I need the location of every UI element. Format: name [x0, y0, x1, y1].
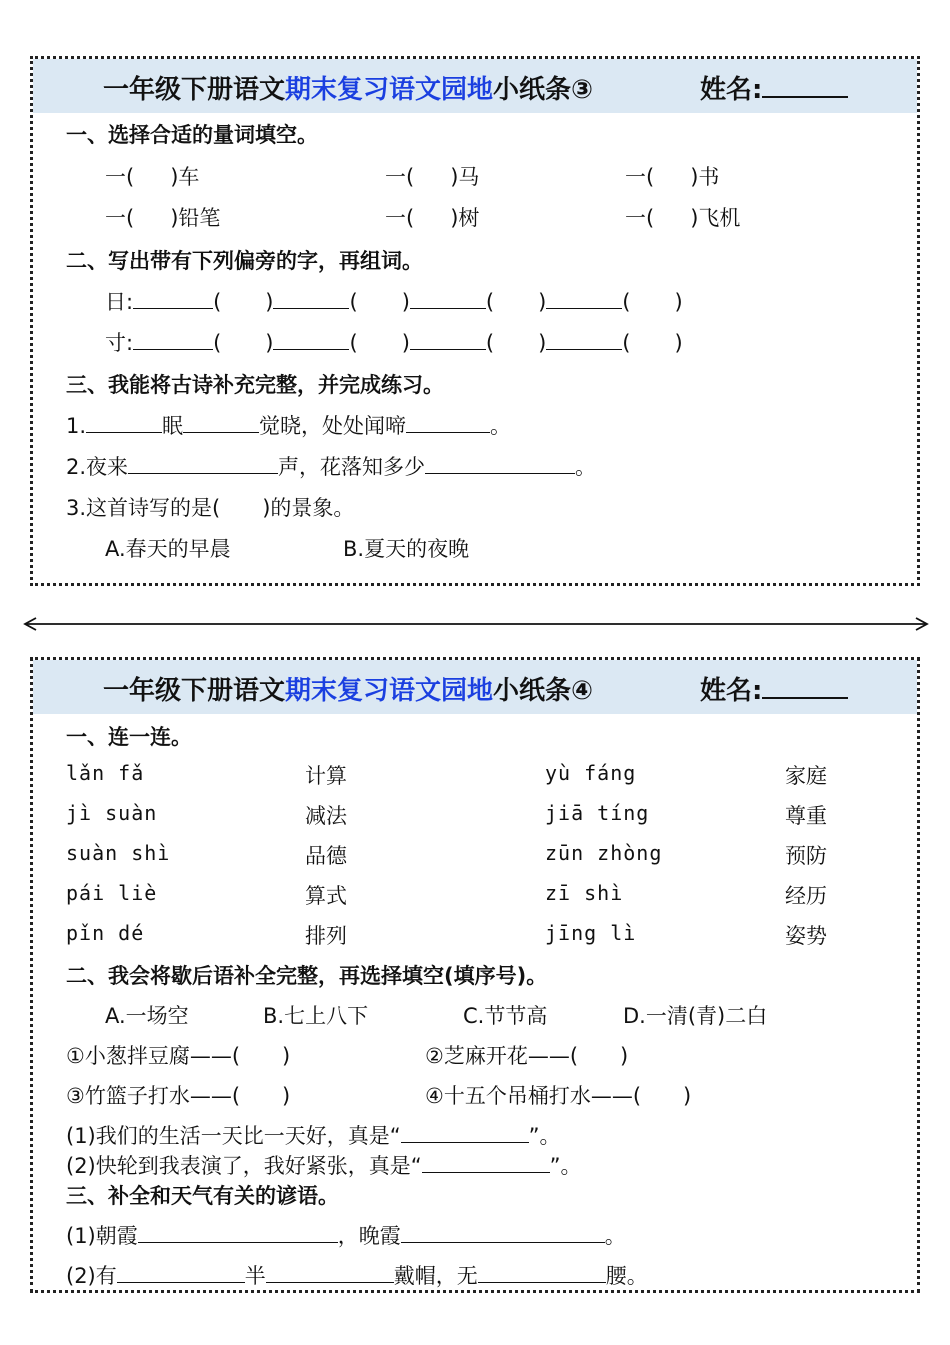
pinyin-left[interactable]: jì suàn — [66, 801, 158, 825]
measure-word-item[interactable]: 一( )车 — [105, 165, 200, 189]
section-heading: 三、我能将古诗补充完整，并完成练习。 — [66, 373, 444, 397]
worksheet-card-3 — [30, 56, 920, 586]
name-blank[interactable] — [762, 96, 848, 98]
word-right[interactable]: 尊重 — [785, 804, 827, 828]
pinyin-left[interactable]: suàn shì — [66, 841, 171, 865]
measure-word-item[interactable]: 一( )飞机 — [625, 206, 741, 230]
weather-saying-2[interactable]: (2)有 半 戴帽，无 腰。 — [66, 1260, 648, 1290]
proverb-option-a: A.一场空 — [105, 1004, 189, 1028]
proverb-question[interactable]: ②芝麻开花——( ) — [425, 1044, 629, 1068]
pinyin-right[interactable]: jīng lì — [545, 921, 637, 945]
option-a[interactable]: A.春天的早晨 — [105, 537, 231, 561]
section-heading: 二、写出带有下列偏旁的字，再组词。 — [66, 249, 423, 273]
measure-word-item[interactable]: 一( )树 — [385, 206, 480, 230]
word-left[interactable]: 品德 — [305, 844, 347, 868]
section-heading: 三、补全和天气有关的谚语。 — [66, 1184, 339, 1208]
proverb-question[interactable]: ④十五个吊桶打水——( ) — [425, 1084, 692, 1108]
section-heading: 一、选择合适的量词填空。 — [66, 123, 318, 147]
pinyin-left[interactable]: pái liè — [66, 881, 158, 905]
pinyin-left[interactable]: pǐn dé — [66, 921, 145, 945]
proverb-option-c: C.节节高 — [463, 1004, 548, 1028]
word-left[interactable]: 计算 — [305, 764, 347, 788]
pinyin-right[interactable]: zī shì — [545, 881, 624, 905]
cut-line-arrow — [22, 614, 932, 634]
radical-row-cun[interactable]: 寸: ( ) ( ) ( ) ( ) — [105, 327, 683, 357]
word-left[interactable]: 算式 — [305, 884, 347, 908]
card-title: 一年级下册语文期末复习语文园地小纸条③ — [103, 75, 594, 105]
poem-line-1[interactable]: 1. 眠 觉晓，处处闻啼 。 — [66, 410, 511, 440]
word-right[interactable]: 姿势 — [785, 924, 827, 948]
pinyin-right[interactable]: jiā tíng — [545, 801, 650, 825]
pinyin-left[interactable]: lǎn fǎ — [66, 761, 145, 785]
proverb-question[interactable]: ③竹篮子打水——( ) — [66, 1084, 291, 1108]
name-field[interactable]: 姓名: — [700, 69, 848, 106]
card-header — [33, 660, 917, 714]
card-header — [33, 59, 917, 113]
radical-row-ri[interactable]: 日: ( ) ( ) ( ) ( ) — [105, 286, 683, 316]
word-left[interactable]: 排列 — [305, 924, 347, 948]
proverb-question[interactable]: ①小葱拌豆腐——( ) — [66, 1044, 291, 1068]
measure-word-item[interactable]: 一( )书 — [625, 165, 720, 189]
word-right[interactable]: 预防 — [785, 844, 827, 868]
weather-saying-1[interactable]: (1)朝霞 ，晚霞 。 — [66, 1220, 626, 1250]
pinyin-right[interactable]: yù fáng — [545, 761, 637, 785]
proverb-option-b: B.七上八下 — [263, 1004, 369, 1028]
word-left[interactable]: 减法 — [305, 804, 347, 828]
section-heading: 一、连一连。 — [66, 725, 192, 749]
worksheet-card-4 — [30, 657, 920, 1293]
poem-question[interactable]: 3.这首诗写的是( )的景象。 — [66, 496, 355, 520]
proverb-option-d: D.一清(青)二白 — [623, 1004, 768, 1028]
name-blank[interactable] — [762, 697, 848, 699]
word-right[interactable]: 经历 — [785, 884, 827, 908]
option-b[interactable]: B.夏天的夜晚 — [343, 537, 470, 561]
proverb-fill-1[interactable]: (1)我们的生活一天比一天好，真是“ ”。 — [66, 1120, 561, 1150]
measure-word-item[interactable]: 一( )马 — [385, 165, 480, 189]
word-right[interactable]: 家庭 — [785, 764, 827, 788]
section-heading: 二、我会将歇后语补全完整，再选择填空(填序号)。 — [66, 964, 548, 988]
card-title: 一年级下册语文期末复习语文园地小纸条④ — [103, 676, 594, 706]
pinyin-right[interactable]: zūn zhòng — [545, 841, 663, 865]
name-field[interactable]: 姓名: — [700, 670, 848, 707]
poem-line-2[interactable]: 2.夜来 声，花落知多少 。 — [66, 451, 596, 481]
proverb-fill-2[interactable]: (2)快轮到我表演了，我好紧张，真是“ ”。 — [66, 1150, 582, 1180]
measure-word-item[interactable]: 一( )铅笔 — [105, 206, 221, 230]
